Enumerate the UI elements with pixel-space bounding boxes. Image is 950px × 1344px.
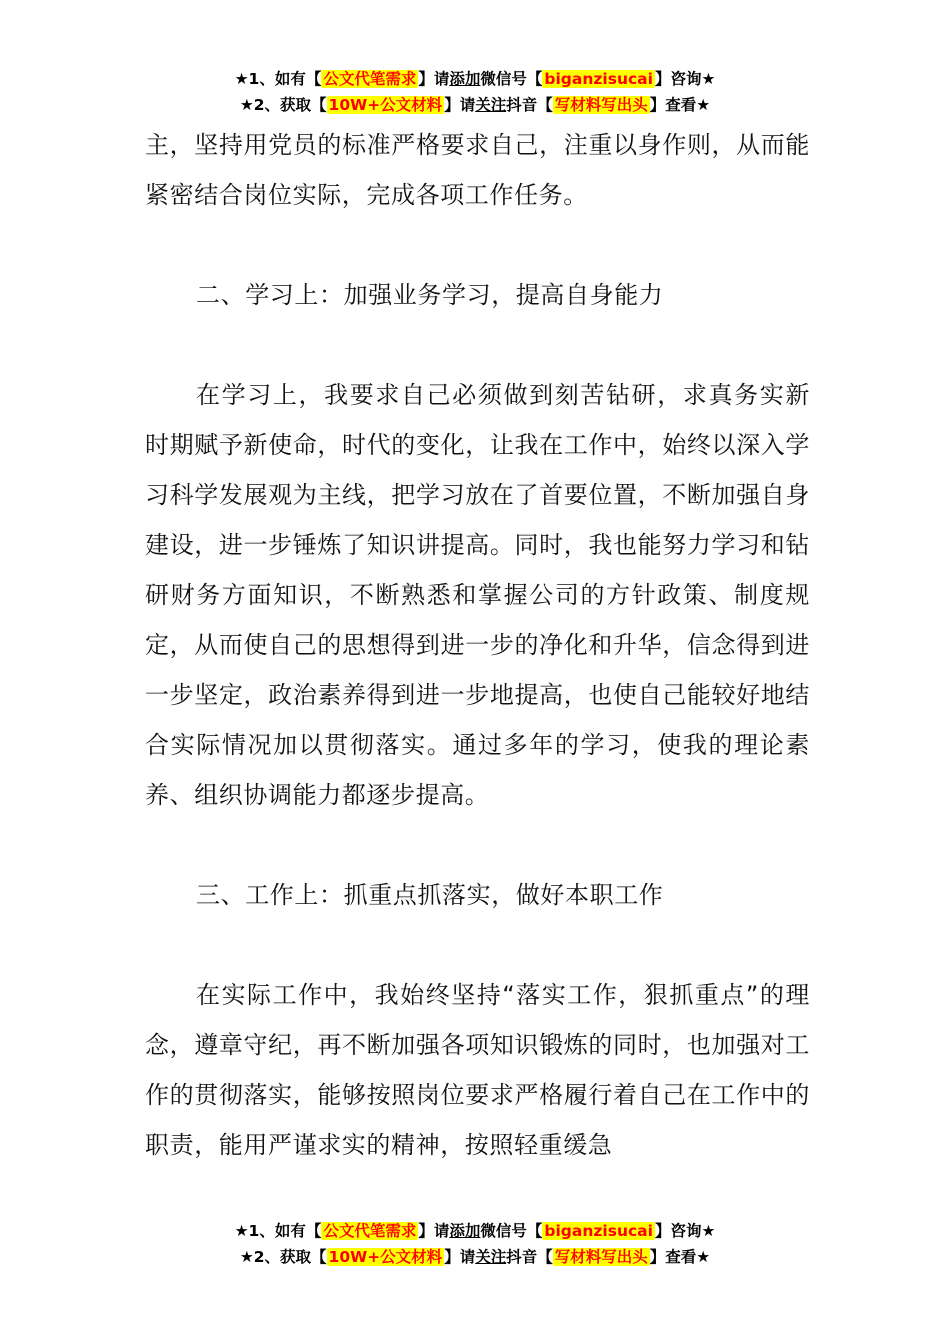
banner-text: 】请 xyxy=(418,1222,450,1240)
banner-text: 】咨询★ xyxy=(654,70,716,88)
section-heading-3: 三、工作上：抓重点抓落实，做好本职工作 xyxy=(196,881,664,909)
highlight-account: 写材料写出头 xyxy=(554,96,648,114)
banner-text: 】查看★ xyxy=(649,1248,711,1266)
banner-text: ★1、如有【 xyxy=(234,1222,322,1240)
footer-banner xyxy=(0,1218,950,1270)
banner-text: 】请 xyxy=(444,96,476,114)
underlined-text: 关注 xyxy=(475,96,507,114)
highlight-wechat-id: biganzisucai xyxy=(544,70,653,88)
banner-text: ★1、如有【 xyxy=(234,70,322,88)
paragraph-continuation: 主，坚持用党员的标准严格要求自己，注重以身作则，从而能紧密结合岗位实际，完成各项工作任务。 xyxy=(145,131,810,209)
spacer xyxy=(145,820,810,870)
underlined-text: 添加 xyxy=(449,1222,481,1240)
banner-text: 】查看★ xyxy=(649,96,711,114)
section-heading-2: 二、学习上：加强业务学习，提高自身能力 xyxy=(196,281,664,309)
banner-line-2 xyxy=(0,1244,950,1270)
banner-line-1 xyxy=(0,1218,950,1244)
banner-text: 】请 xyxy=(418,70,450,88)
banner-text: 微信号【 xyxy=(480,70,543,88)
underlined-text: 添加 xyxy=(449,70,481,88)
banner-text: 】请 xyxy=(444,1248,476,1266)
banner-text: ★2、获取【 xyxy=(239,1248,327,1266)
highlight-wechat-id: biganzisucai xyxy=(544,1222,653,1240)
highlight-account: 写材料写出头 xyxy=(554,1248,648,1266)
banner-line-2 xyxy=(0,92,950,118)
banner-text: 抖音【 xyxy=(506,96,553,114)
banner-text: ★2、获取【 xyxy=(239,96,327,114)
highlight-service: 公文代笔需求 xyxy=(323,1222,417,1240)
header-banner xyxy=(0,66,950,118)
banner-text: 】咨询★ xyxy=(654,1222,716,1240)
banner-text: 微信号【 xyxy=(480,1222,543,1240)
highlight-service: 公文代笔需求 xyxy=(323,70,417,88)
paragraph-study: 在学习上，我要求自己必须做到刻苦钻研，求真务实新时期赋予新使命，时代的变化，让我在工作中，始终以深入学习科学发展观为主线，把学习放在了首要位置，不断加强自身建设，进一步锤炼了知识讲提高。同时，我也能努力学习和钻研财务方面知识，不断熟悉和掌握公司的方针政策、制度规定，从而使自己的思想得到进一步的净化和升华，信念得到进一步坚定，政治素养得到进一步地提高，也使自己能较好地结合实际情况加以贯彻落实。通过多年的学习，使我的理论素养、组织协调能力都逐步提高。 xyxy=(145,381,810,809)
underlined-text: 关注 xyxy=(475,1248,507,1266)
highlight-materials: 10W+公文材料 xyxy=(328,96,443,114)
document-body xyxy=(145,120,810,1170)
paragraph-work: 在实际工作中，我始终坚持“落实工作，狠抓重点”的理念，遵章守纪，再不断加强各项知识锻炼的同时，也加强对工作的贯彻落实，能够按照岗位要求严格履行着自己在工作中的职责，能用严谨求实的精神，按照轻重缓急 xyxy=(145,981,810,1159)
banner-line-1 xyxy=(0,66,950,92)
highlight-materials: 10W+公文材料 xyxy=(328,1248,443,1266)
spacer xyxy=(145,320,810,370)
spacer xyxy=(145,920,810,970)
banner-text: 抖音【 xyxy=(506,1248,553,1266)
spacer xyxy=(145,220,810,270)
